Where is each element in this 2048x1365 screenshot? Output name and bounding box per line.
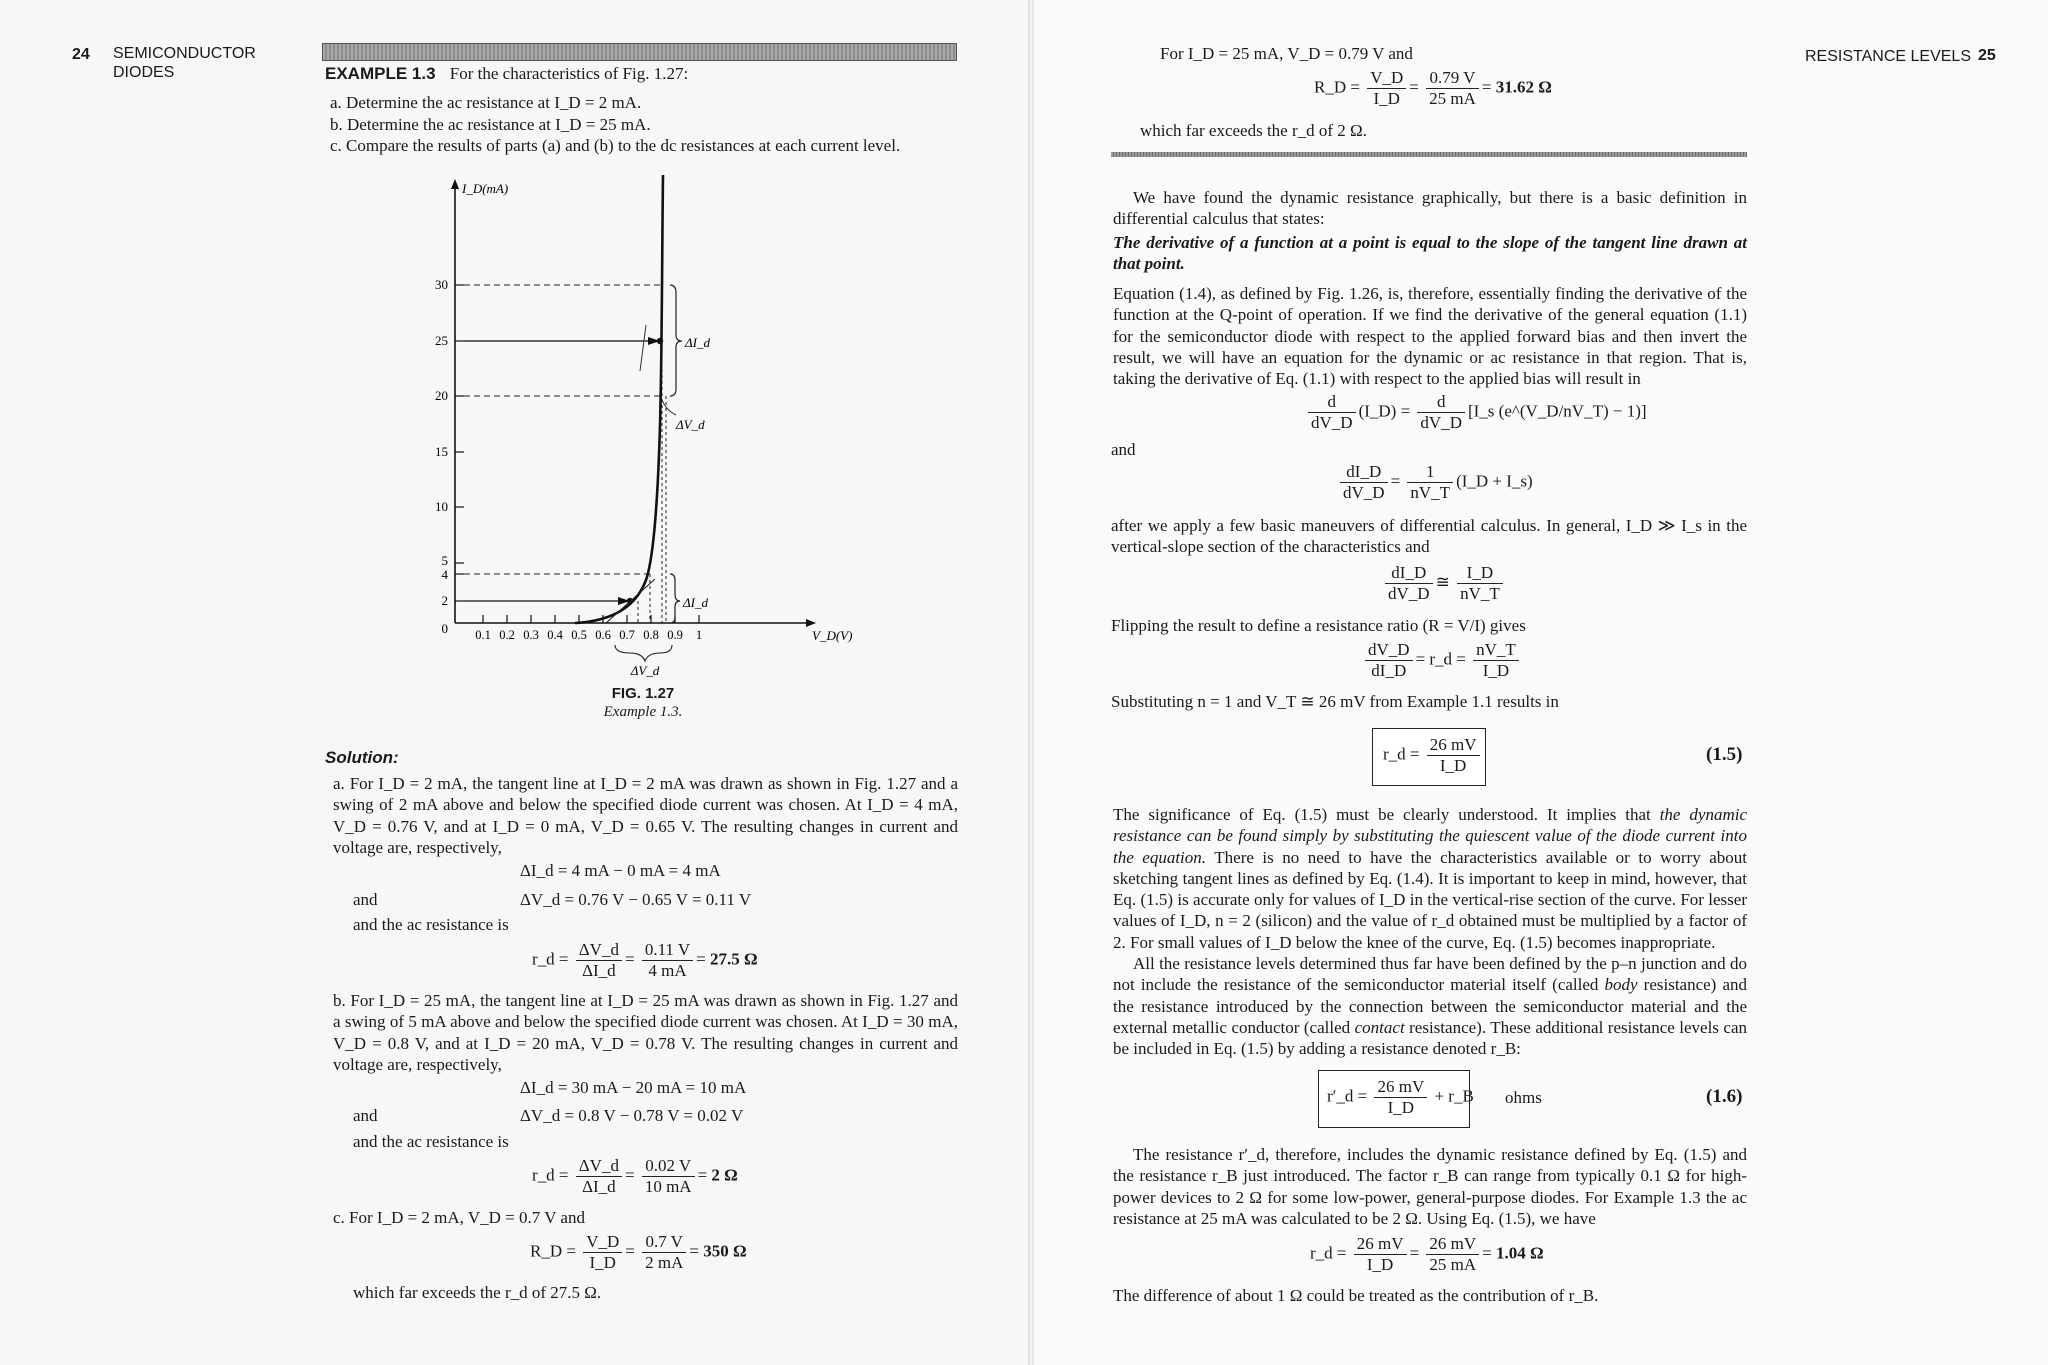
example-end-rule	[1111, 152, 1747, 157]
fraction-denominator: I_D	[589, 1253, 616, 1272]
y-tick-label: 10	[435, 499, 448, 514]
equation-1-6-unit: ohms	[1505, 1088, 1542, 1107]
text-run-italic: the dynamic resistance can be found simply by substituting the quiescent value of the diode current into the equation.	[1113, 805, 1747, 867]
fraction	[1354, 1234, 1407, 1275]
part-c-rd-equation: R_D = $\frac{V\_D}{I\_D}$ = $\frac{0.7 V}{2 mA}$ = 350 Ω	[530, 1232, 747, 1272]
part-a-lead: and the ac resistance is	[353, 915, 509, 934]
fraction-numerator: d	[1308, 392, 1356, 413]
fraction-denominator: I_D	[1387, 1098, 1415, 1117]
fraction	[1374, 1077, 1427, 1118]
eq-lhs: r′_d =	[1327, 1086, 1368, 1106]
fraction-denominator: dV_D	[1311, 413, 1353, 432]
fraction-denominator: I_D	[1482, 661, 1510, 680]
right-page-number: 25	[1978, 47, 1996, 64]
top-closing: which far exceeds the r_d of 2 Ω.	[1140, 121, 1367, 140]
fraction-denominator: nV_T	[1410, 483, 1451, 502]
x-tick-label: 0.6	[595, 628, 611, 642]
solution-part-c: c. For I_D = 2 mA, V_D = 0.7 V and	[333, 1208, 585, 1227]
fraction-numerator: 26 mV	[1374, 1077, 1427, 1098]
fraction-numerator: 0.11 V	[642, 940, 693, 961]
label-delta-vd-upper: ΔV_d	[676, 417, 705, 432]
part-b-and: and	[353, 1106, 378, 1125]
fraction	[1340, 462, 1388, 503]
top-rd-equation: R_D = $\frac{V\_D}{I\_D}$ = $\frac{0.79 V}{25 mA}$ = 31.62 Ω	[1314, 68, 1552, 108]
y-tick-label: 25	[435, 333, 448, 348]
book-gutter	[1028, 0, 1034, 1365]
equation-1-6-number: (1.6)	[1706, 1086, 1743, 1107]
y-tick-label: 15	[435, 444, 448, 459]
fraction-denominator: 4 mA	[648, 961, 687, 980]
eq-lhs-tail: (I_D) =	[1358, 401, 1411, 421]
eq-mid: = r_d =	[1415, 649, 1466, 669]
equation-1-6-box	[1318, 1070, 1474, 1128]
figure-caption-text: Example 1.3.	[603, 704, 683, 720]
figure-caption-number: FIG. 1.27	[611, 685, 675, 702]
x-tick-label: 0.8	[643, 628, 659, 642]
fraction	[576, 940, 622, 981]
fraction-numerator: V_D	[1367, 68, 1406, 89]
fraction	[1473, 640, 1519, 681]
x-axis-arrow	[806, 619, 816, 627]
x-tick-label: 0.5	[571, 628, 587, 642]
paragraph-rb: The resistance r′_d, therefore, includes the dynamic resistance defined by Eq. (1.5) and the resistance r_B just introduced. The factor r_B can range from typically 0.1 Ω for high-power devices to 2 Ω for some low-power, general-purpose diodes. For Example 1.3 the ac resistance at 25 mA was calculated to be 2 Ω. Using Eq. (1.5), we have	[1113, 1145, 1747, 1228]
fraction-numerator: I_D	[1457, 563, 1503, 584]
fraction-denominator: dV_D	[1343, 483, 1385, 502]
part-b-delta-v: ΔV_d = 0.8 V − 0.78 V = 0.02 V	[520, 1106, 744, 1125]
example-heading	[325, 64, 688, 84]
q-point-25ma	[657, 338, 663, 344]
derivative-equation	[1305, 392, 1647, 433]
derivative-statement: The derivative of a function at a point is equal to the slope of the tangent line drawn at that point.	[1113, 233, 1747, 274]
task-item: c. Compare the results of parts (a) and (b) to the dc resistances at each current level.	[330, 136, 901, 155]
fraction	[1407, 462, 1453, 503]
x-tick-label: 0.9	[667, 628, 683, 642]
fraction-denominator: I_D	[1366, 1255, 1394, 1274]
eq-tail: + r_B	[1434, 1086, 1474, 1106]
part-b-lead: and the ac resistance is	[353, 1132, 509, 1151]
fraction	[1367, 68, 1406, 109]
fraction-denominator: ΔI_d	[582, 1177, 616, 1196]
label-delta-id-lower: ΔI_d	[683, 595, 708, 610]
x-tick-label: 0.2	[499, 628, 515, 642]
text-run: resistance) and the resistance introduced by the connection between the semiconductor material and the external metallic conductor (called	[1113, 975, 1747, 1037]
equation-1-5-number: (1.5)	[1706, 744, 1743, 765]
example-intro: For the characteristics of Fig. 1.27:	[449, 64, 689, 83]
eq-result: 2 Ω	[711, 1165, 738, 1185]
fraction-numerator: 1	[1407, 462, 1453, 483]
paragraph-calculus: after we apply a few basic maneuvers of differential calculus. In general, I_D ≫ I_s in the vertical-slope section of the characteristics and	[1111, 516, 1747, 557]
x-axis-label: V_D(V)	[812, 628, 853, 643]
x-tick-label: 0.1	[475, 628, 491, 642]
eq-result: 1.04 Ω	[1495, 1243, 1544, 1263]
flip-line: Flipping the result to define a resistance ratio (R = V/I) gives	[1111, 616, 1526, 635]
fraction	[1417, 392, 1465, 433]
eq-rhs-tail: [I_s (e^(V_D/nV_T) − 1)]	[1467, 401, 1647, 421]
fraction-numerator: 26 mV	[1354, 1234, 1407, 1255]
fraction	[1427, 735, 1480, 776]
y-tick-label: 2	[441, 593, 448, 608]
text-run: The significance of Eq. (1.5) must be clearly understood. It implies that	[1113, 805, 1660, 824]
substitution-line: Substituting n = 1 and V_T ≅ 26 mV from Example 1.1 results in	[1111, 692, 1559, 711]
paragraph-significance	[1113, 804, 1747, 953]
eq-lhs: R_D =	[530, 1241, 576, 1261]
eq-lhs: r_d =	[532, 1165, 569, 1185]
fraction-numerator: d	[1417, 392, 1465, 413]
running-head-line-2: DIODES	[113, 64, 175, 81]
y-tick-label: 0	[441, 621, 448, 636]
solution-heading: Solution:	[325, 748, 399, 767]
x-tick-label: 1	[695, 628, 703, 642]
right-running-head: RESISTANCE LEVELS	[1805, 48, 1971, 65]
fraction-denominator: I_D	[1373, 89, 1400, 108]
flip-equation	[1362, 640, 1522, 681]
paragraph-equation-1-4: Equation (1.4), as defined by Fig. 1.26, is, therefore, essentially finding the derivative of the function at the Q-point of operation. If we find the derivative of the general equation (1.1) for the semiconductor diode with respect to the applied forward bias and then invert the result, we will have an equation for the dynamic or ac resistance in that region. That is, taking the derivative of Eq. (1.1) with respect to the applied bias will result in	[1113, 284, 1747, 389]
eq-tail: (I_D + I_s)	[1456, 471, 1533, 491]
example-title: EXAMPLE 1.3	[325, 64, 436, 83]
part-b-delta-i: ΔI_d = 30 mA − 20 mA = 10 mA	[520, 1078, 747, 1097]
text-run: There is no need to have the characteristics available or to worry about sketching tangent lines as defined by Eq. (1.4). It is important to keep in mind, however, that Eq. (1.5) is accurate only for values of I_D in the vertical-rise section of the curve. For lesser values of I_D, n = 2 (silicon) and the value of r_d obtained must be multiplied by a factor of 2. For small values of I_D below the knee of the curve, Eq. (1.5) becomes inappropriate.	[1113, 847, 1748, 952]
fraction	[1426, 68, 1479, 109]
x-tick-label: 0.3	[523, 628, 539, 642]
y-tick-label: 4	[441, 567, 448, 582]
label-delta-vd-lower: ΔV_d	[630, 663, 660, 678]
tangent-line-25ma	[640, 325, 646, 371]
eq-lhs: r_d =	[1310, 1243, 1347, 1263]
fraction	[1457, 563, 1503, 604]
eq-lhs: r_d =	[532, 949, 569, 969]
eq-lhs: R_D =	[1314, 77, 1360, 97]
final-equation: r_d = $\frac{26 mV}{I\_D}$ = $\frac{26 mV}{25 mA}$ = 1.04 Ω	[1310, 1234, 1544, 1274]
eq-result: 27.5 Ω	[710, 949, 758, 969]
brace-delta-vd-upper	[662, 400, 676, 415]
brace-delta-id-upper	[670, 285, 682, 396]
running-head-line-1: SEMICONDUCTOR	[113, 45, 256, 62]
fraction-denominator: ΔI_d	[582, 961, 616, 980]
and-word: and	[1111, 440, 1136, 459]
example-task-list	[330, 92, 970, 157]
derivative-equation-2	[1337, 462, 1533, 503]
task-item: a. Determine the ac resistance at I_D = 2 mA.	[330, 93, 642, 112]
fraction-numerator: dI_D	[1385, 563, 1433, 584]
part-a-delta-i: ΔI_d = 4 mA − 0 mA = 4 mA	[520, 861, 721, 880]
solution-part-b: b. For I_D = 25 mA, the tangent line at I_D = 25 mA was drawn as shown in Fig. 1.27 and a swing of 5 mA above and below the specified diode current was chosen. At I_D = 30 mA, V_D = 0.8 V, and at I_D = 20 mA, V_D = 0.78 V. The resulting changes in current and voltage are, respectively,	[333, 991, 958, 1074]
fraction	[583, 1232, 622, 1273]
fraction-denominator: dV_D	[1388, 584, 1430, 603]
fraction-denominator: I_D	[1439, 756, 1467, 775]
eq-result: 31.62 Ω	[1495, 77, 1552, 97]
fraction-numerator: 0.79 V	[1426, 68, 1479, 89]
fraction-numerator: nV_T	[1473, 640, 1519, 661]
text-run: resistance). These additional resistance levels can be included in Eq. (1.5) by adding a resistance denoted r_B:	[1113, 1017, 1747, 1059]
fig-1-27-diode-characteristic	[400, 175, 860, 680]
part-a-and: and	[353, 890, 378, 909]
fraction-numerator: 0.02 V	[642, 1156, 695, 1177]
brace-delta-vd-lower	[615, 645, 672, 661]
fraction	[1385, 563, 1433, 604]
fraction-numerator: ΔV_d	[576, 1156, 622, 1177]
part-a-rd-equation: r_d = $\frac{\Delta V\_d}{\Delta I\_d}$ = $\frac{0.11 V}{4 mA}$ = 27.5 Ω	[532, 940, 758, 980]
fraction-denominator: 2 mA	[645, 1253, 684, 1272]
text-run-italic: body	[1604, 975, 1638, 995]
approx-equation	[1382, 563, 1506, 604]
fraction-denominator: 25 mA	[1429, 89, 1476, 108]
y-axis-label: I_D(mA)	[462, 181, 509, 196]
fraction-numerator: ΔV_d	[576, 940, 622, 961]
fraction-denominator: nV_T	[1460, 584, 1500, 603]
fraction-numerator: 26 mV	[1426, 1234, 1479, 1255]
y-tick-label: 5	[441, 553, 448, 568]
x-tick-label: 0.4	[547, 628, 563, 642]
y-tick-label: 30	[435, 277, 448, 292]
top-line: For I_D = 25 mA, V_D = 0.79 V and	[1160, 44, 1413, 63]
fraction	[1308, 392, 1356, 433]
text-run-italic: contact	[1354, 1017, 1405, 1037]
eq-lhs: r_d =	[1383, 744, 1420, 764]
fraction	[642, 1232, 686, 1273]
fraction-denominator: dV_D	[1420, 413, 1462, 432]
eq-relation: ≅	[1435, 572, 1450, 592]
fraction-numerator: dV_D	[1365, 640, 1413, 661]
y-tick-label: 20	[435, 388, 448, 403]
paragraph-resistance-levels	[1113, 953, 1747, 1059]
y-axis-arrow	[451, 179, 459, 189]
fraction-denominator: dI_D	[1371, 661, 1407, 680]
left-running-head	[113, 44, 256, 82]
text-run: All the resistance levels determined thus far have been defined by the p–n junction and do not include the resistance of the semiconductor material itself (called	[1113, 954, 1747, 995]
equation-1-5-box	[1372, 728, 1486, 786]
part-c-closing: which far exceeds the r_d of 27.5 Ω.	[353, 1283, 602, 1302]
fraction-denominator: 10 mA	[644, 1177, 692, 1196]
fraction-numerator: 26 mV	[1427, 735, 1480, 756]
fraction-numerator: 0.7 V	[642, 1232, 686, 1253]
fraction	[1365, 640, 1413, 681]
left-page-number: 24	[72, 46, 90, 63]
example-header-bar	[322, 43, 957, 61]
solution-part-a: a. For I_D = 2 mA, the tangent line at I_D = 2 mA was drawn as shown in Fig. 1.27 and a swing of 2 mA above and below the specified diode current was chosen. At I_D = 4 mA, V_D = 0.76 V, and at I_D = 0 mA, V_D = 0.65 V. The resulting changes in current and voltage are, respectively,	[333, 774, 958, 857]
brace-delta-id-lower	[670, 574, 680, 623]
fraction-numerator: dI_D	[1340, 462, 1388, 483]
last-line: The difference of about 1 Ω could be treated as the contribution of r_B.	[1113, 1286, 1599, 1305]
paragraph-derivative-intro: We have found the dynamic resistance graphically, but there is a basic definition in differential calculus that states:	[1113, 188, 1747, 229]
diode-characteristic-curve	[575, 175, 663, 623]
fraction	[642, 1156, 695, 1197]
label-delta-id-upper: ΔI_d	[685, 335, 710, 350]
fraction-denominator: 25 mA	[1429, 1255, 1477, 1274]
eq-result: 350 Ω	[703, 1241, 747, 1261]
fraction	[576, 1156, 622, 1197]
eq-sign: =	[1390, 471, 1401, 491]
fraction	[1426, 1234, 1479, 1275]
x-tick-label: 0.7	[619, 628, 635, 642]
fraction-numerator: V_D	[583, 1232, 622, 1253]
task-item: b. Determine the ac resistance at I_D = 25 mA.	[330, 114, 651, 134]
part-b-rd-equation: r_d = $\frac{\Delta V\_d}{\Delta I\_d}$ = $\frac{0.02 V}{10 mA}$ = 2 Ω	[532, 1156, 738, 1196]
fraction	[642, 940, 693, 981]
part-a-delta-v: ΔV_d = 0.76 V − 0.65 V = 0.11 V	[520, 890, 752, 909]
